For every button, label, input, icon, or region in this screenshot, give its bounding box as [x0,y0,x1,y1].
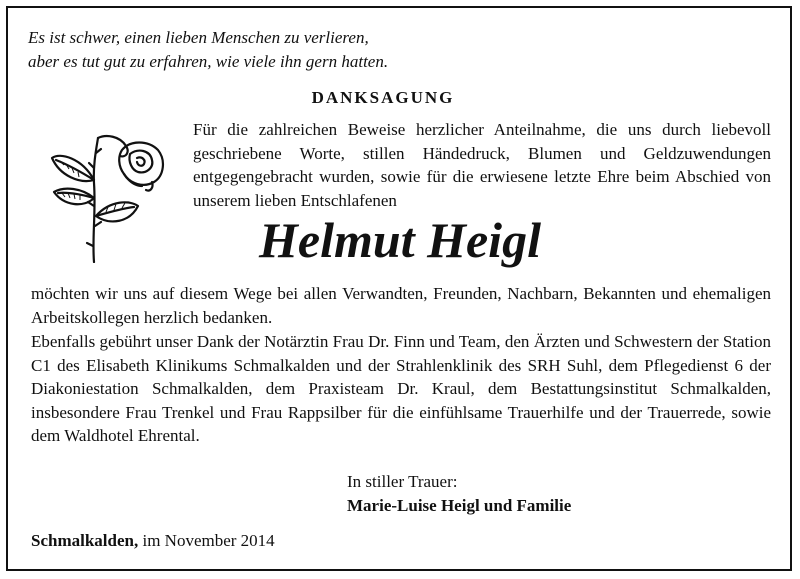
place-city: Schmalkalden, [31,531,139,550]
heading: DANKSAGUNG [311,88,455,107]
family-signature: Marie-Luise Heigl und Familie [347,496,572,515]
motto-line-2: aber es tut gut zu erfahren, wie viele ihn gern hatten. [28,52,389,71]
motto [28,26,388,74]
mourning-intro: In stiller Trauer: [347,472,458,491]
place-date [31,528,275,554]
additional-thanks-paragraph: Ebenfalls gebührt unser Dank der Notärztin Frau Dr. Finn und Team, den Ärzten und Schwestern der Station C1 des Elisabeth Klinikums Schmalkalden und der Strahlenklinik des SRH Suhl, dem Pflegedienst 6 der Diakoniestation Schmalkalden, dem Praxisteam Dr. Kraul, dem Bestattungsinstitut Schmalkalden, insbesondere Frau Trenkel und Frau Rappsilber für die einfühlsame Trauerhilfe und der Trauerrede, sowie dem Waldhotel Ehrental. [31,332,771,445]
thanks-paragraph: möchten wir uns auf diesem Wege bei allen Verwandten, Freunden, Nachbarn, Bekannten und ehemaligen Arbeitskollegen herzlich bedanken. [31,284,771,327]
deceased-name: Helmut Heigl [259,212,541,268]
place-date-text: im November 2014 [142,531,275,550]
intro-text: Für die zahlreichen Beweise herzlicher Anteilnahme, die uns durch liebevoll geschriebene Worte, stillen Händedruck, Blumen und Geldzuwendungen entgegengebracht wurden, sowie für die erwiesene letzte Ehre beim Abschied von unserem lieben Entschlafenen [193,120,771,210]
motto-line-1: Es ist schwer, einen lieben Menschen zu verlieren, [28,28,369,47]
